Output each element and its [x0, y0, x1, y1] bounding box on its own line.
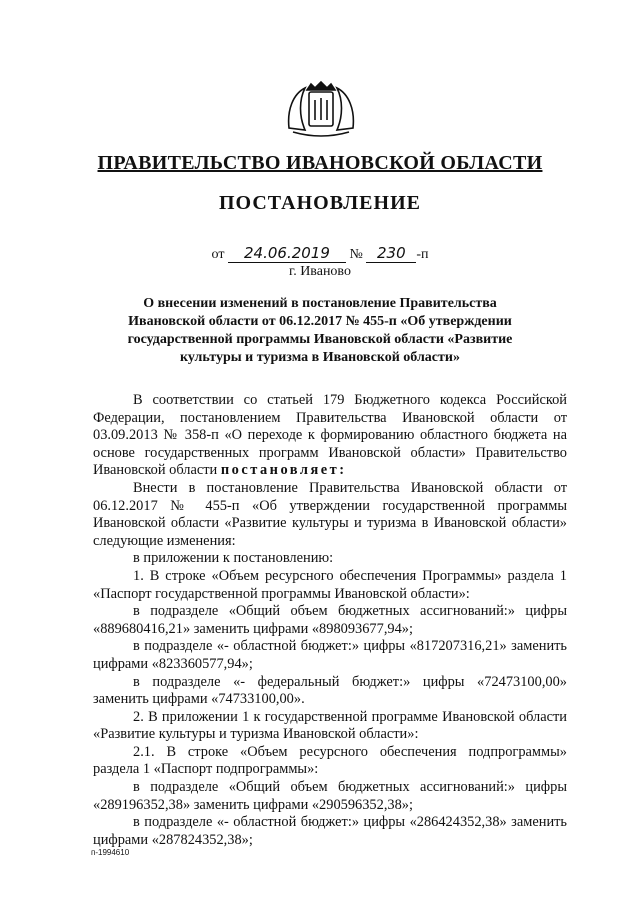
paragraph: в подразделе «- областной бюджет:» цифры «817207316,21» заменить цифрами «823360577,94»; — [93, 638, 567, 672]
footer-code: п-1994610 — [91, 848, 130, 857]
paragraph: 1. В строке «Объем ресурсного обеспечения Программы» раздела 1 «Паспорт государственной программы Ивановской области»: — [93, 567, 567, 602]
decree-word: постановляет: — [220, 462, 347, 479]
paragraph: в подразделе «Общий объем бюджетных ассигнований:» цифры «289196352,38» заменить цифрами «290596352,38»; — [93, 779, 567, 813]
ivanovo-coat-of-arms-icon — [285, 80, 357, 140]
document-number: 230 — [366, 244, 416, 263]
paragraph: Внести в постановление Правительства Ивановской области от 06.12.2017 № 455-п «Об утверждении государственной программы Ивановской области «Развитие культуры и туризма в Ивановской области» следующие изменения: — [93, 479, 567, 549]
paragraph: в подразделе «- федеральный бюджет:» цифры «72473100,00» заменить цифрами «74733100,00». — [93, 673, 567, 708]
intro-paragraph — [93, 392, 567, 480]
intro-text: В соответствии со статьей 179 Бюджетного кодекса Российской Федерации, постановлением Правительства Ивановской области от 03.09.2013 № 358-п «О переходе к формированию областного бюджета на основе государственных программ Ивановской области» Правительство Ивановской области — [93, 392, 567, 479]
paragraph: в подразделе «Общий объем бюджетных ассигнований:» цифры «889680416,21» заменить цифрами «898093677,94»; — [93, 603, 567, 637]
date-prefix: от — [211, 247, 225, 262]
organization-name: ПРАВИТЕЛЬСТВО ИВАНОВСКОЙ ОБЛАСТИ — [97, 152, 543, 174]
document-date: 24.06.2019 — [228, 244, 346, 263]
paragraph: в подразделе «- областной бюджет:» цифры «286424352,38» заменить цифрами «287824352,38»; — [93, 814, 567, 848]
paragraph: 2.1. В строке «Объем ресурсного обеспечения подпрограммы» раздела 1 «Паспорт подпрограммы»: — [93, 743, 567, 778]
document-body — [93, 392, 567, 849]
city: г. Иваново — [289, 264, 351, 279]
document-title: О внесении изменений в постановление Правительства Ивановской области от 06.12.2017 № 455-п «Об утверждении государственной программы Ивановской области «Развитие культуры и туризма в Ивановской области» — [127, 296, 513, 365]
number-sign: № — [349, 247, 363, 262]
document-type: ПОСТАНОВЛЕНИЕ — [219, 192, 421, 214]
paragraph: в приложении к постановлению: — [133, 550, 334, 567]
date-number-line — [0, 244, 640, 263]
paragraph: 2. В приложении 1 к государственной программе Ивановской области «Развитие культуры и туризма Ивановской области»: — [93, 708, 567, 743]
number-suffix: -п — [416, 247, 429, 262]
